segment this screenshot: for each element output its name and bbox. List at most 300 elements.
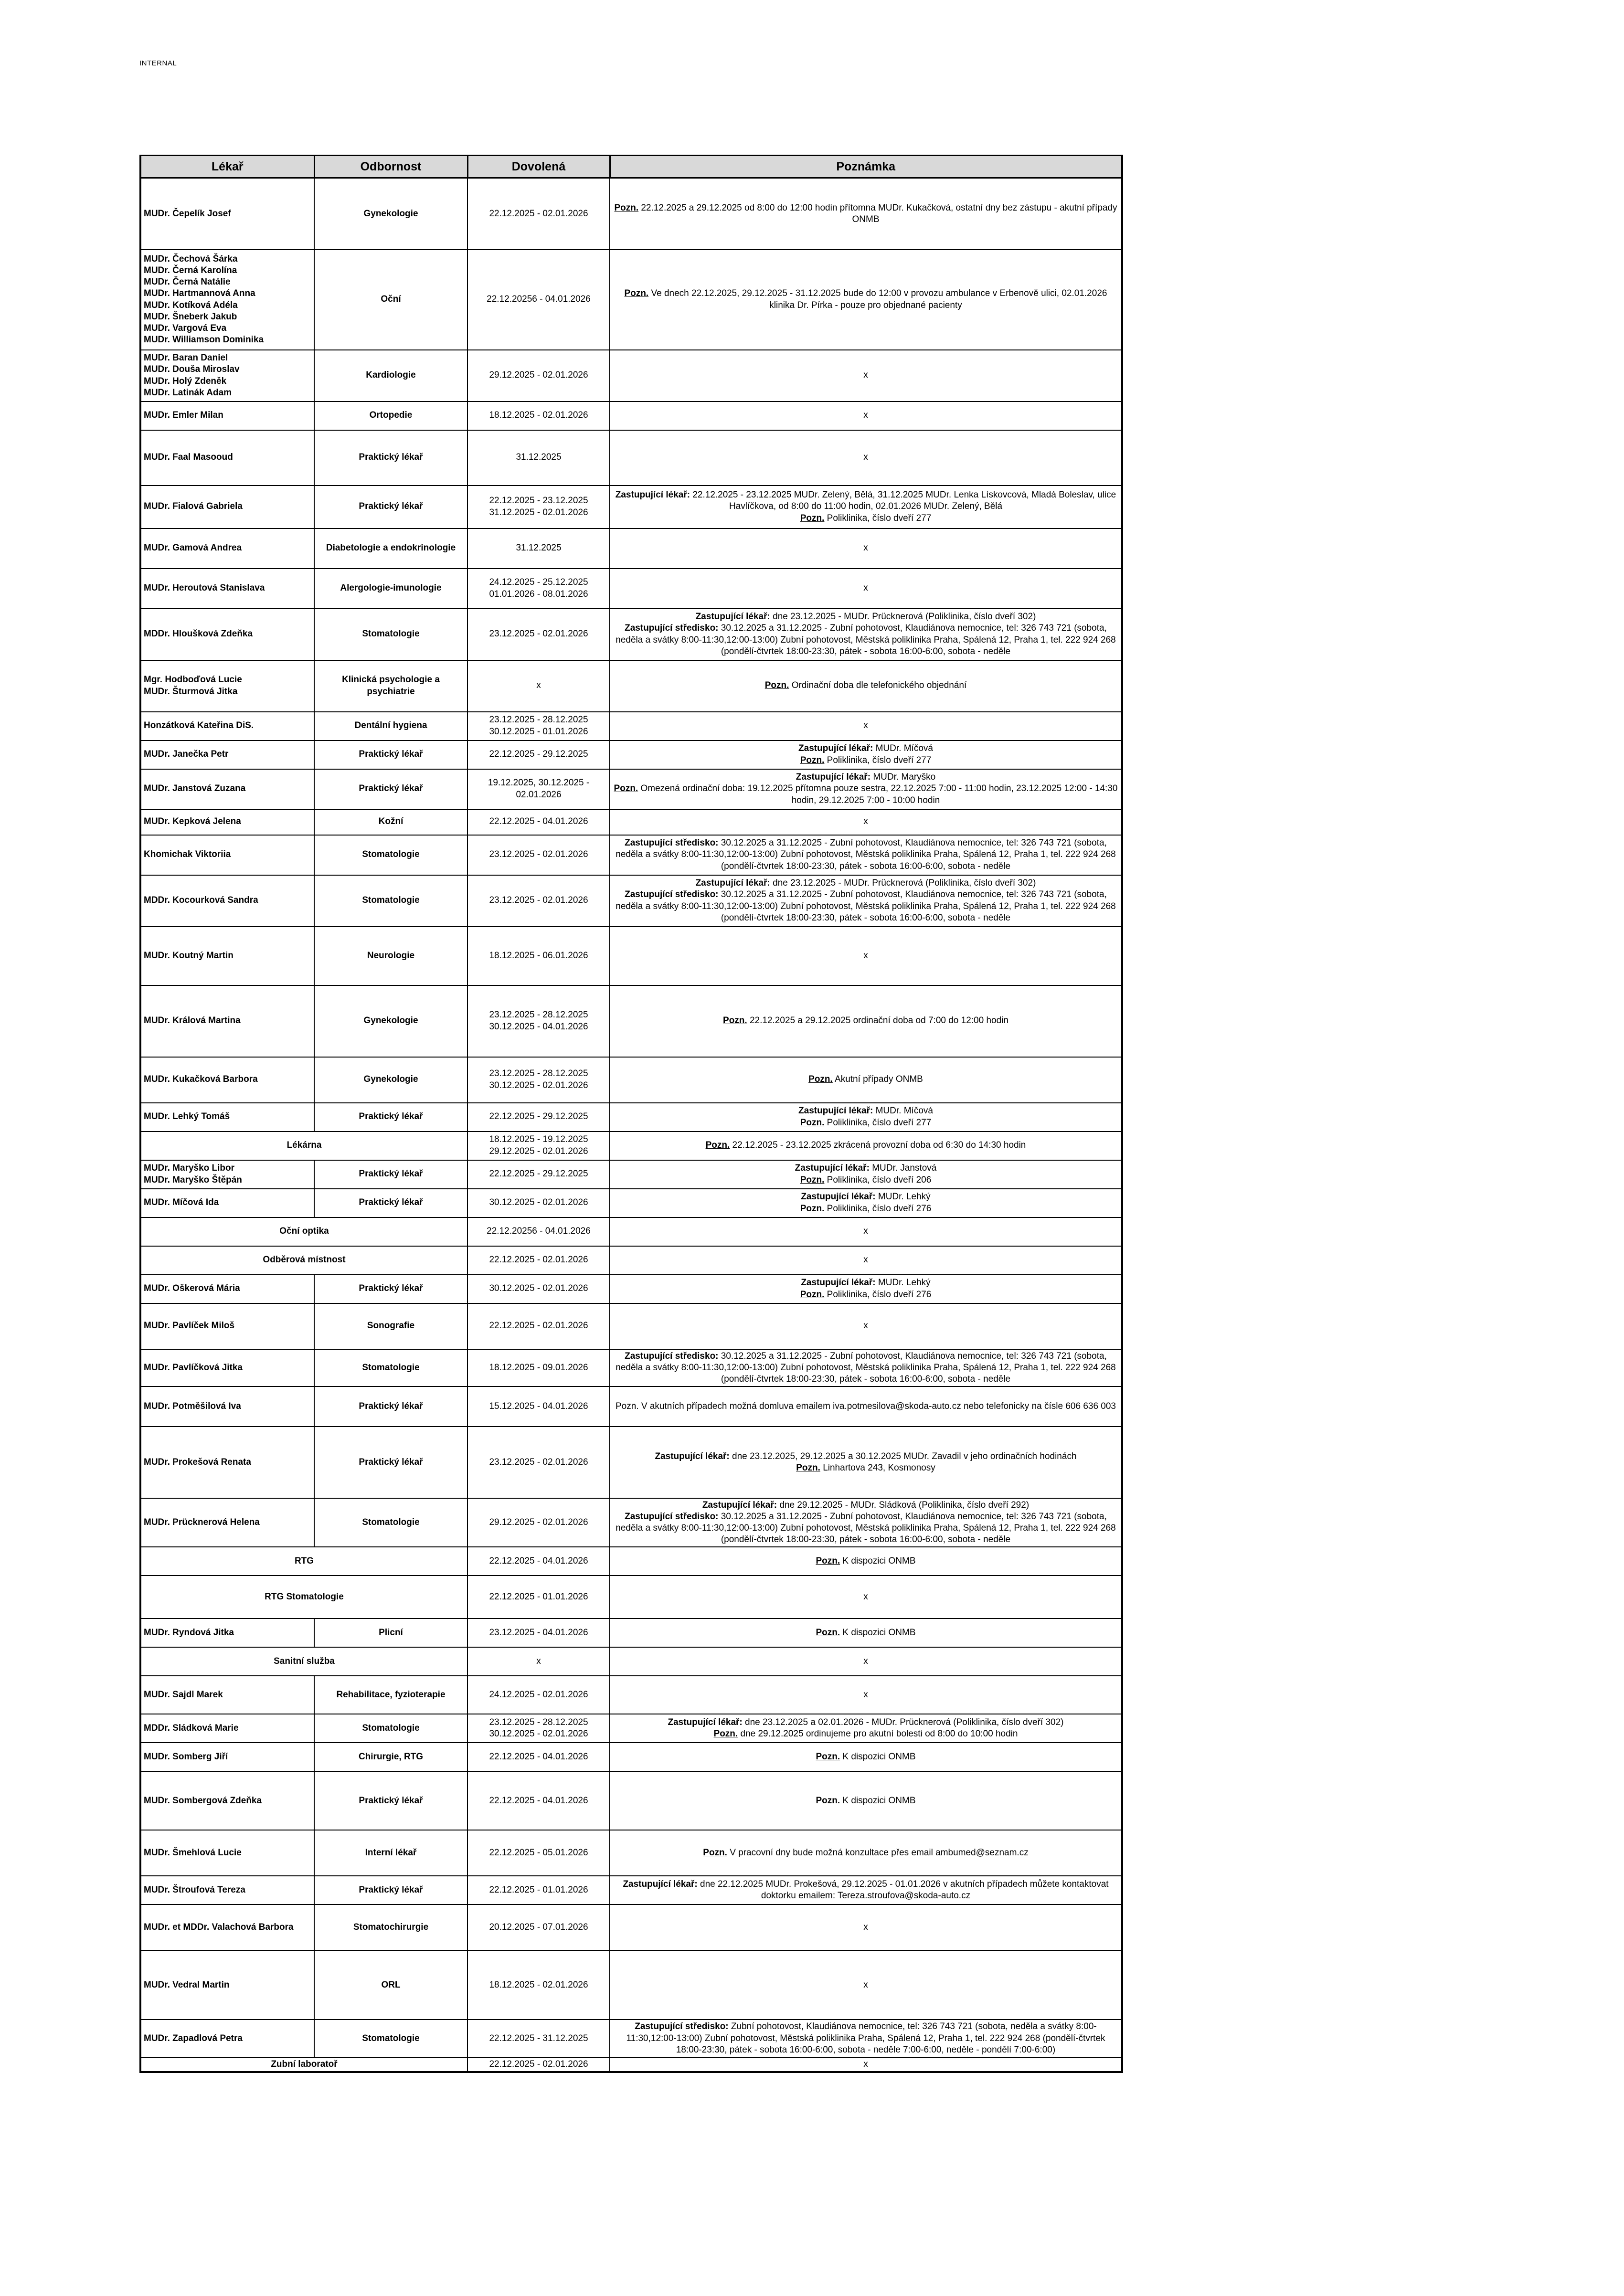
note-text: MUDr. Míčová [873, 743, 933, 754]
note-line [613, 1689, 1119, 1701]
note-line [613, 582, 1119, 594]
note-line [613, 1140, 1119, 1151]
note-cell [610, 430, 1122, 486]
doctor-cell-text: MUDr. Janstová Zuzana [144, 783, 246, 794]
note-line [613, 1117, 1119, 1129]
specialty-cell-text: Praktický lékař [359, 749, 423, 760]
department-cell [140, 1217, 467, 1246]
vacation-cell [467, 1830, 610, 1876]
note-line [613, 743, 1119, 754]
note-line [613, 1591, 1119, 1603]
doctor-cell [140, 1905, 314, 1950]
note-line [613, 542, 1119, 554]
doctor-cell-text: MUDr. Somberg Jiří [144, 1752, 228, 1762]
note-line [613, 2021, 1119, 2055]
vacation-cell [467, 569, 610, 609]
note-text: dne 29.12.2025 - MUDr. Sládková (Poliklinika, číslo dveří 292) [777, 1500, 1030, 1510]
vacation-cell-text: 22.12.2025 - 01.01.2026 [489, 1885, 588, 1895]
note-text: dne 23.12.2025 - MUDr. Prücknerová (Poliklinika, číslo dveří 302) [770, 612, 1036, 622]
note-text: K dispozici ONMB [840, 1752, 916, 1762]
note-text: x [863, 1656, 868, 1667]
doctor-cell-text: MUDr. Ryndová Jitka [144, 1628, 234, 1638]
note-line [613, 1163, 1119, 1174]
specialty-cell-text: Stomatologie [362, 1362, 420, 1373]
vacation-cell [467, 609, 610, 660]
note-text: Akutní případy ONMB [832, 1074, 923, 1085]
substitute-label: Zastupující lékař: [801, 1278, 876, 1288]
table-row [140, 2057, 1122, 2072]
doctor-cell [140, 809, 314, 835]
vacation-cell [467, 1876, 610, 1905]
vacation-cell [467, 809, 610, 835]
table-row [140, 712, 1122, 741]
note-line [613, 837, 1119, 872]
specialty-cell [314, 1676, 467, 1714]
department-cell-text: RTG [294, 1556, 314, 1566]
vacation-cell-text: 24.12.2025 - 25.12.2025 01.01.2026 - 08.01.2026 [489, 577, 588, 599]
doctor-cell-text: MUDr. Lehký Tomáš [144, 1111, 230, 1122]
doctor-cell-text: MUDr. Štroufová Tereza [144, 1885, 245, 1895]
table-row [140, 1619, 1122, 1647]
note-text: x [863, 2059, 868, 2069]
doctor-cell [140, 1189, 314, 1217]
vacation-cell [467, 1057, 610, 1103]
table-row [140, 430, 1122, 486]
table-row [140, 1830, 1122, 1876]
note-line [613, 772, 1119, 783]
doctor-cell [140, 660, 314, 712]
note-line [613, 1320, 1119, 1332]
note-cell [610, 875, 1122, 927]
note-line [613, 1174, 1119, 1186]
note-cell [610, 178, 1122, 250]
note-cell [610, 809, 1122, 835]
specialty-cell-text: Praktický lékař [359, 1401, 423, 1411]
note-cell [610, 1246, 1122, 1275]
note-cell [610, 1132, 1122, 1160]
vacation-cell [467, 1619, 610, 1647]
table-row [140, 529, 1122, 569]
note-label: Pozn. [723, 1016, 747, 1026]
note-text: Pozn. V akutních případech možná domluva emailem iva.potmesilova@skoda-auto.cz nebo telefonicky na čísle 606 636 003 [616, 1401, 1116, 1411]
specialty-cell-text: Oční [381, 294, 401, 305]
vacation-cell [467, 2020, 610, 2057]
doctor-cell [140, 1619, 314, 1647]
vacation-cell-text: 23.12.2025 - 02.01.2026 [489, 849, 588, 860]
note-cell [610, 1876, 1122, 1905]
vacation-cell-text: 30.12.2025 - 02.01.2026 [489, 1197, 588, 1208]
specialty-cell-text: Gynekologie [363, 208, 418, 219]
note-text: x [863, 583, 868, 593]
doctor-cell [140, 430, 314, 486]
note-text: x [863, 950, 868, 961]
doctor-cell-text: MUDr. Faal Masooud [144, 452, 233, 463]
vacation-cell-text: 23.12.2025 - 28.12.2025 30.12.2025 - 02.01.2026 [489, 1717, 588, 1739]
vacation-cell [467, 1647, 610, 1676]
vacation-cell [467, 1349, 610, 1386]
note-line [613, 370, 1119, 381]
table-row [140, 178, 1122, 250]
doctor-cell [140, 875, 314, 927]
vacation-cell [467, 1771, 610, 1830]
substitute-label: Zastupující lékař: [795, 1163, 870, 1174]
substitute-label: Zastupující středisko: [625, 623, 719, 634]
table-row [140, 1275, 1122, 1303]
vacation-cell [467, 1189, 610, 1217]
note-line [613, 1922, 1119, 1933]
table-row [140, 1103, 1122, 1132]
note-cell [610, 1714, 1122, 1743]
specialty-cell-text: Chirurgie, RTG [358, 1752, 424, 1762]
table-row [140, 1160, 1122, 1189]
note-line [613, 1795, 1119, 1807]
vacation-cell [467, 1950, 610, 2020]
specialty-cell-text: Stomatologie [362, 629, 420, 639]
note-cell [610, 985, 1122, 1057]
specialty-cell [314, 1427, 467, 1498]
doctor-cell-text: MUDr. Pavlíček Miloš [144, 1321, 235, 1331]
table-row [140, 1132, 1122, 1160]
note-cell [610, 712, 1122, 741]
substitute-label: Zastupující lékař: [695, 878, 770, 889]
note-cell [610, 1275, 1122, 1303]
doctor-cell-text: MUDr. Čepelík Josef [144, 208, 231, 219]
department-cell [140, 1547, 467, 1576]
note-cell [610, 250, 1122, 350]
vacation-cell [467, 835, 610, 875]
specialty-cell-text: Gynekologie [363, 1074, 418, 1085]
note-cell [610, 741, 1122, 769]
note-cell [610, 1771, 1122, 1830]
note-cell [610, 569, 1122, 609]
table-row [140, 1349, 1122, 1386]
note-cell [610, 1619, 1122, 1647]
table-row [140, 769, 1122, 809]
note-text: x [863, 1255, 868, 1265]
specialty-cell [314, 1950, 467, 2020]
doctor-cell [140, 350, 314, 402]
doctor-cell [140, 1676, 314, 1714]
vacation-cell-text: 18.12.2025 - 09.01.2026 [489, 1362, 588, 1373]
doctor-cell [140, 1498, 314, 1547]
note-line [613, 1074, 1119, 1085]
vacation-cell-text: 30.12.2025 - 02.01.2026 [489, 1283, 588, 1294]
note-label: Pozn. [808, 1074, 833, 1085]
vacation-cell [467, 178, 610, 250]
doctor-cell-text: MUDr. Baran Daniel MUDr. Douša Miroslav MUDr. Holý Zdeněk MUDr. Latinák Adam [144, 353, 240, 398]
doctor-cell [140, 569, 314, 609]
note-line [613, 1500, 1119, 1511]
specialty-cell-text: Stomatologie [362, 1517, 420, 1528]
table-row [140, 1217, 1122, 1246]
note-line [613, 1751, 1119, 1763]
doctor-cell-text: MUDr. Králová Martina [144, 1016, 241, 1026]
note-line [613, 1277, 1119, 1289]
note-label: Pozn. [800, 1117, 825, 1128]
table-row [140, 1876, 1122, 1905]
doctor-cell [140, 402, 314, 430]
doctor-cell-text: MUDr. Gamová Andrea [144, 543, 242, 553]
vacation-cell [467, 402, 610, 430]
vacation-cell-text: 18.12.2025 - 19.12.2025 29.12.2025 - 02.01.2026 [489, 1134, 588, 1156]
vacation-cell [467, 769, 610, 809]
note-line [613, 1451, 1119, 1462]
doctor-cell-text: MUDr. Sajdl Marek [144, 1690, 223, 1700]
substitute-label: Zastupující lékař: [798, 1106, 873, 1116]
specialty-cell-text: Praktický lékař [359, 1457, 423, 1467]
note-label: Pozn. [800, 1289, 825, 1300]
vacation-cell-text: x [536, 680, 541, 691]
note-cell [610, 1427, 1122, 1498]
note-text: 22.12.2025 a 29.12.2025 ordinační doba od 7:00 do 12:00 hodin [747, 1016, 1008, 1026]
specialty-cell [314, 1743, 467, 1771]
vacation-cell [467, 927, 610, 985]
department-cell [140, 2057, 467, 2072]
table-row [140, 835, 1122, 875]
specialty-cell [314, 1057, 467, 1103]
note-cell [610, 609, 1122, 660]
specialty-cell-text: Dentální hygiena [354, 720, 427, 731]
vacation-cell-text: 22.12.2025 - 31.12.2025 [489, 2033, 588, 2043]
table-row [140, 402, 1122, 430]
doctor-cell-text: MDDr. Sládková Marie [144, 1723, 239, 1734]
note-text: Ordinační doba dle telefonického objednání [789, 680, 967, 691]
note-line [613, 1717, 1119, 1728]
doctor-cell-text: MUDr. Oškerová Mária [144, 1283, 240, 1294]
table-row [140, 875, 1122, 927]
specialty-cell-text: Sonografie [367, 1321, 415, 1331]
table-row [140, 1905, 1122, 1950]
substitute-label: Zastupující středisko: [635, 2021, 729, 2032]
specialty-cell [314, 1714, 467, 1743]
table-row [140, 1189, 1122, 1217]
note-label: Pozn. [800, 1174, 825, 1185]
specialty-cell-text: Praktický lékař [359, 1283, 423, 1294]
note-line [613, 816, 1119, 827]
note-cell [610, 2020, 1122, 2057]
vacation-cell-text: 22.12.20256 - 04.01.2026 [487, 294, 591, 305]
note-text: 30.12.2025 a 31.12.2025 - Zubní pohotovost, Klaudiánova nemocnice, tel: 326 743 721 (sobota, neděla a svátky 8:00-11:30,12:00-13:00) Zubní pohotovost, Městská poliklinika Praha, Spálená 12, Praha 1, tel. 222 924 268 (pondělí-čtvrtek 18:00-23:30, pátek - sobota 16:00-6:00, sobota - neděle [616, 1351, 1116, 1384]
specialty-cell-text: Praktický lékař [359, 1197, 423, 1208]
doctor-cell-text: MUDr. Janečka Petr [144, 749, 229, 760]
note-label: Pozn. [816, 1628, 840, 1638]
note-line [613, 889, 1119, 923]
vacation-cell [467, 1246, 610, 1275]
specialty-cell [314, 1498, 467, 1547]
doctor-cell-text: MUDr. Vedral Martin [144, 1979, 230, 1990]
department-cell [140, 1647, 467, 1676]
specialty-cell [314, 2020, 467, 2057]
doctor-cell [140, 741, 314, 769]
table-row [140, 1386, 1122, 1427]
note-text: dne 22.12.2025 MUDr. Prokešová, 29.12.2025 - 01.01.2026 v akutních případech můžete kontaktovat doktorku emailem: Tereza.stroufova@skoda-auto.cz [697, 1879, 1109, 1901]
note-label: Pozn. [796, 1462, 820, 1473]
vacation-cell-text: 23.12.2025 - 28.12.2025 30.12.2025 - 02.01.2026 [489, 1069, 588, 1090]
note-text: 30.12.2025 a 31.12.2025 - Zubní pohotovost, Klaudiánova nemocnice, tel: 326 743 721 (sobota, neděla a svátky 8:00-11:30,12:00-13:00) Zubní pohotovost, Městská poliklinika Praha, Spálená 12, Praha 1, tel. 222 924 268 (pondělí-čtvrtek 18:00-23:30, pátek - sobota 16:00-6:00, sobota - neděle [616, 838, 1116, 871]
note-line [613, 2059, 1119, 2070]
specialty-cell [314, 250, 467, 350]
specialty-cell [314, 1771, 467, 1830]
doctor-cell-text: MUDr. Prokešová Renata [144, 1457, 251, 1467]
note-label: Pozn. [705, 1140, 730, 1151]
specialty-cell-text: Interní lékař [365, 1848, 417, 1858]
note-line [613, 1728, 1119, 1740]
column-header-specialty: Odbornost [314, 156, 467, 178]
note-text: x [863, 370, 868, 381]
note-cell [610, 529, 1122, 569]
note-cell [610, 1103, 1122, 1132]
table-row [140, 1647, 1122, 1676]
note-cell [610, 1189, 1122, 1217]
note-text: 22.12.2025 - 23.12.2025 MUDr. Zelený, Bělá, 31.12.2025 MUDr. Lenka Lískovcová, Mladá Boleslav, ulice Havlíčkova, od 8:00 do 11:00 hodin, 02.01.2026 MUDr. Zelený, Bělá [690, 490, 1116, 512]
specialty-cell-text: Praktický lékař [359, 1169, 423, 1179]
note-text: MUDr. Janstová [869, 1163, 937, 1174]
doctor-cell-text: Khomichak Viktoriia [144, 849, 231, 860]
specialty-cell [314, 486, 467, 529]
note-text: Poliklinika, číslo dveří 206 [824, 1174, 932, 1185]
doctor-cell [140, 769, 314, 809]
specialty-cell-text: Ortopedie [369, 410, 413, 421]
note-text: MUDr. Maryško [870, 772, 936, 783]
note-text: x [863, 543, 868, 553]
note-line [613, 680, 1119, 691]
table-row [140, 1547, 1122, 1576]
vacation-cell [467, 1714, 610, 1743]
note-line [613, 783, 1119, 806]
doctor-cell [140, 1275, 314, 1303]
vacation-cell-text: 19.12.2025, 30.12.2025 - 02.01.2026 [488, 778, 590, 800]
note-text: x [863, 720, 868, 731]
note-cell [610, 1647, 1122, 1676]
vacation-cell-text: 15.12.2025 - 04.01.2026 [489, 1401, 588, 1411]
note-line [613, 1203, 1119, 1215]
note-line [613, 1226, 1119, 1237]
specialty-cell-text: Praktický lékař [359, 1885, 423, 1895]
substitute-label: Zastupující lékař: [623, 1879, 698, 1890]
vacation-cell [467, 1576, 610, 1619]
note-text: MUDr. Míčová [873, 1106, 933, 1116]
doctor-cell-text: MUDr. Čechová Šárka MUDr. Černá Karolína MUDr. Černá Natálie MUDr. Hartmannová Anna MUDr. Kotíková Adéla MUDr. Šneberk Jakub MUDr. Vargová Eva MUDr. Williamson Dominika [144, 254, 264, 345]
note-text: Ve dnech 22.12.2025, 29.12.2025 - 31.12.2025 bude do 12:00 v provozu ambulance v Erbenově ulici, 02.01.2026 klinika Dr. Pírka - pouze pro objednané pacienty [648, 288, 1107, 310]
specialty-cell [314, 1619, 467, 1647]
note-line [613, 1656, 1119, 1667]
note-line [613, 720, 1119, 731]
department-cell-text: Sanitní služba [274, 1656, 335, 1667]
substitute-label: Zastupující středisko: [625, 1351, 719, 1361]
classification-label: INTERNAL [139, 59, 177, 67]
table-row [140, 660, 1122, 712]
note-line [613, 1105, 1119, 1117]
note-cell [610, 1160, 1122, 1189]
note-cell [610, 1386, 1122, 1427]
note-label: Pozn. [764, 680, 789, 691]
table-row [140, 2020, 1122, 2057]
substitute-label: Zastupující lékař: [702, 1500, 777, 1510]
note-text: dne 23.12.2025 - MUDr. Prücknerová (Poliklinika, číslo dveří 302) [770, 878, 1036, 889]
note-cell [610, 1743, 1122, 1771]
specialty-cell-text: Kožní [378, 816, 403, 827]
specialty-cell [314, 1386, 467, 1427]
note-label: Pozn. [614, 783, 638, 794]
note-line [613, 623, 1119, 657]
vacation-cell [467, 1676, 610, 1714]
note-text: 22.12.2025 a 29.12.2025 od 8:00 do 12:00 hodin přítomna MUDr. Kukačková, ostatní dny bez zástupu - akutní případy ONMB [638, 202, 1117, 224]
note-line [613, 755, 1119, 766]
note-text: x [863, 1922, 868, 1933]
doctor-cell-text: Honzátková Kateřina DiS. [144, 720, 254, 731]
note-cell [610, 927, 1122, 985]
note-text: x [863, 1226, 868, 1237]
vacation-cell [467, 1160, 610, 1189]
table-row [140, 1950, 1122, 2020]
table-row [140, 609, 1122, 660]
vacation-cell-text: x [536, 1656, 541, 1667]
doctor-cell [140, 1771, 314, 1830]
vacation-cell-text: 22.12.2025 - 02.01.2026 [489, 1255, 588, 1265]
specialty-cell-text: Praktický lékař [359, 1111, 423, 1122]
note-label: Pozn. [816, 1556, 840, 1566]
specialty-cell-text: ORL [381, 1979, 401, 1990]
vacation-cell [467, 1498, 610, 1547]
vacation-cell-text: 23.12.2025 - 02.01.2026 [489, 1457, 588, 1467]
substitute-label: Zastupující lékař: [695, 612, 770, 622]
doctor-cell-text: MUDr. Pavlíčková Jitka [144, 1362, 243, 1373]
substitute-label: Zastupující lékař: [615, 490, 690, 500]
vacation-cell [467, 1427, 610, 1498]
note-line [613, 1191, 1119, 1203]
specialty-cell [314, 1830, 467, 1876]
doctor-cell [140, 1386, 314, 1427]
doctor-cell [140, 835, 314, 875]
vacation-cell-text: 29.12.2025 - 02.01.2026 [489, 1517, 588, 1528]
table-row [140, 486, 1122, 529]
vacation-cell-text: 22.12.2025 - 04.01.2026 [489, 816, 588, 827]
specialty-cell [314, 1876, 467, 1905]
note-text: x [863, 1690, 868, 1700]
specialty-cell [314, 178, 467, 250]
note-text: K dispozici ONMB [840, 1795, 916, 1806]
note-line [613, 1254, 1119, 1266]
note-text: Zubní pohotovost, Klaudiánova nemocnice, tel: 326 743 721 (sobota, neděla a svátky 8:00-11:30,12:00-13:00) Zubní pohotovost, Městská poliklinika Praha, Spálená 12, Praha 1, tel. 222 924 268 (pondělí-čtvrtek 18:00-23:30, pátek - sobota 16:00-6:00, sobota - neděle 7:00-6:00, neděle - pondělí 7:00-6:00) [626, 2021, 1105, 2055]
note-text: x [863, 1321, 868, 1331]
doctor-cell [140, 1303, 314, 1349]
note-text: MUDr. Lehký [875, 1278, 931, 1288]
note-label: Pozn. [800, 755, 825, 765]
note-text: Omezená ordinační doba: 19.12.2025 přítomna pouze sestra, 22.12.2025 7:00 - 11:00 hodin, 23.12.2025 12:00 - 14:30 hodin, 29.12.2025 7:00 - 10:00 hodin [638, 783, 1118, 805]
table-row [140, 1743, 1122, 1771]
doctor-cell-text: MUDr. Fialová Gabriela [144, 501, 243, 512]
vacation-cell-text: 23.12.2025 - 04.01.2026 [489, 1628, 588, 1638]
substitute-label: Zastupující lékař: [798, 743, 873, 754]
vacation-cell-text: 23.12.2025 - 02.01.2026 [489, 629, 588, 639]
table-header-row [140, 156, 1122, 178]
table-row [140, 1714, 1122, 1743]
note-text: dne 23.12.2025, 29.12.2025 a 30.12.2025 MUDr. Zavadil v jeho ordinačních hodinách [729, 1451, 1077, 1461]
note-label: Pozn. [624, 288, 649, 299]
doctor-cell-text: Mgr. Hodboďová Lucie MUDr. Šturmová Jitka [144, 675, 242, 697]
specialty-cell-text: Stomatochirurgie [353, 1922, 429, 1933]
department-cell-text: Oční optika [279, 1226, 329, 1237]
specialty-cell-text: Praktický lékař [359, 1795, 423, 1806]
note-text: Poliklinika, číslo dveří 277 [824, 1117, 932, 1128]
note-label: Pozn. [800, 1203, 825, 1214]
note-text: x [863, 1979, 868, 1990]
note-label: Pozn. [816, 1752, 840, 1762]
note-text: Poliklinika, číslo dveří 276 [824, 1289, 932, 1300]
note-cell [610, 1349, 1122, 1386]
specialty-cell [314, 712, 467, 741]
table-row [140, 1676, 1122, 1714]
